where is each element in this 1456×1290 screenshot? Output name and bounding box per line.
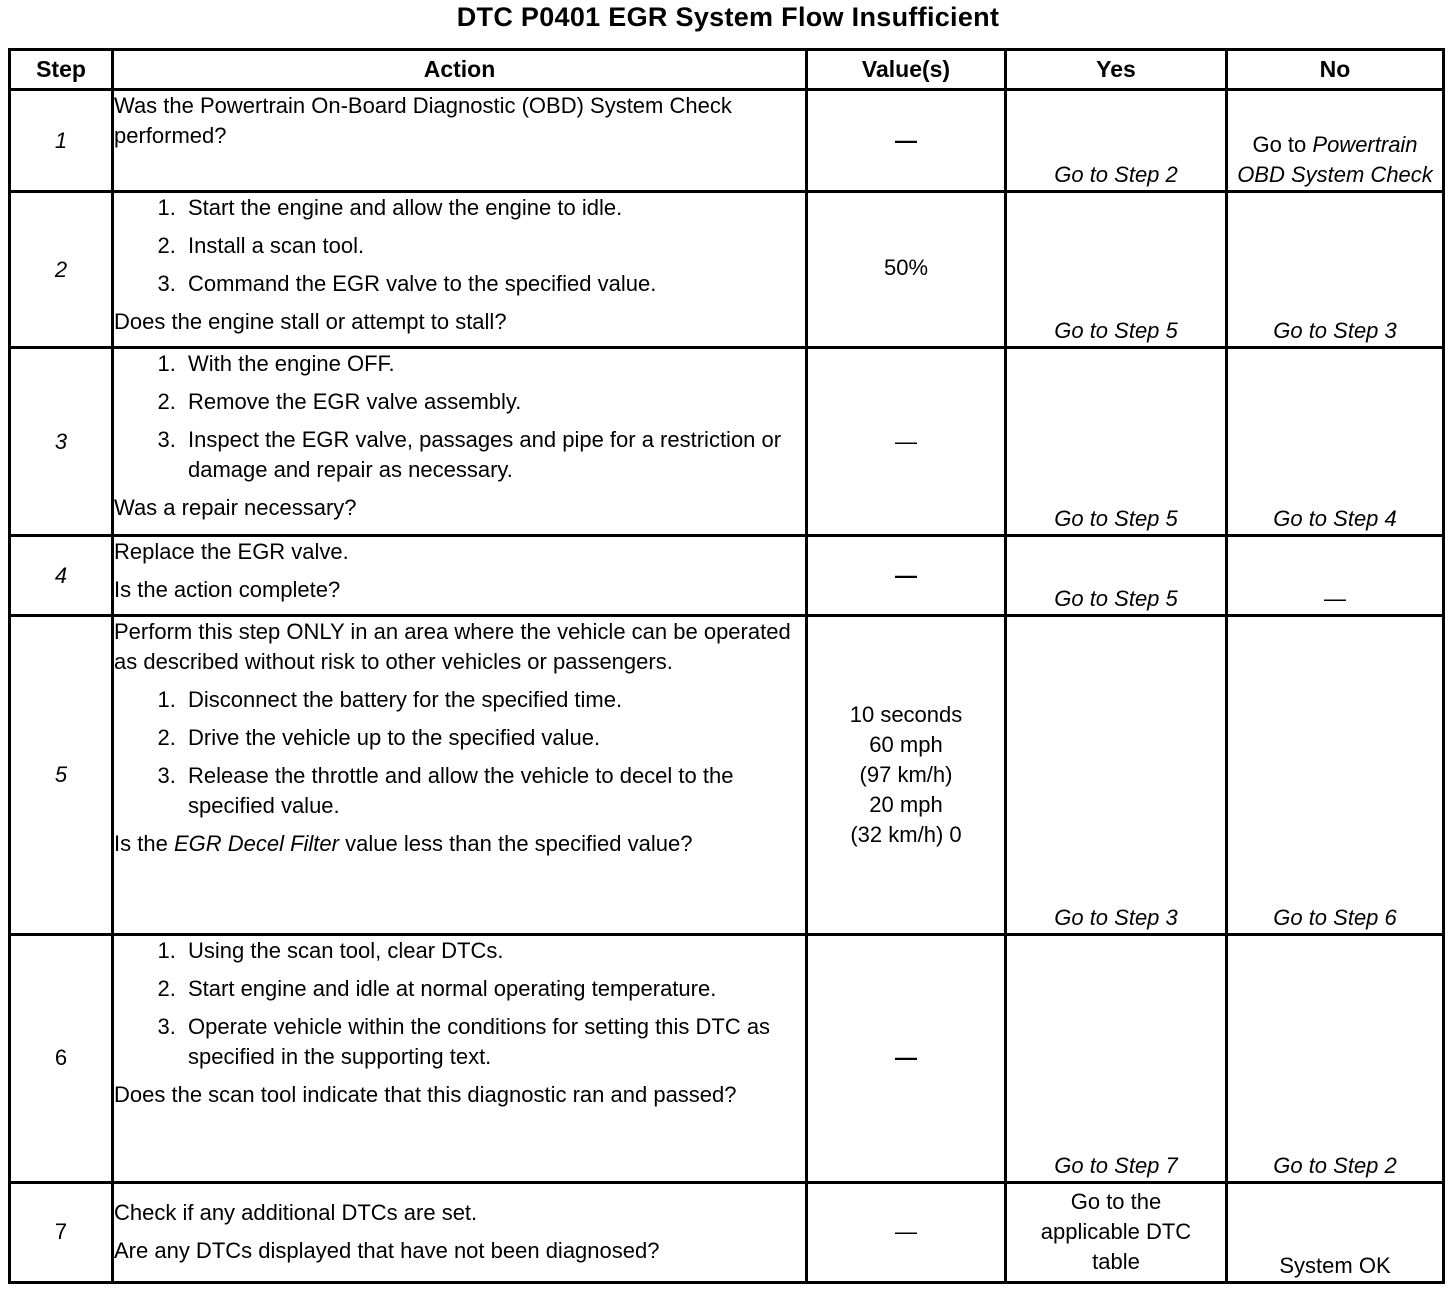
action-cell [113,934,807,1182]
action-question: Is the action complete? [114,577,341,603]
no-cell: — [1227,536,1444,616]
yes-cell: Go to Step 7 [1006,934,1227,1182]
yes-cell: Go to Step 2 [1006,90,1227,192]
action-text: Was the Powertrain On-Board Diagnostic (OBD) System Check performed? [114,93,732,149]
table-row-step-6 [10,934,1444,1182]
no-cell: Go to Step 2 [1227,934,1444,1182]
action-question: Are any DTCs displayed that have not been diagnosed? [114,1238,660,1264]
question-suffix: value less than the specified value? [345,831,693,857]
table-row-step-7 [10,1182,1444,1282]
step-number: 1 [10,90,113,192]
action-question [114,829,805,859]
action-item: 3. Operate vehicle within the conditions for setting this DTC as specified in the supporting text. [182,1012,805,1072]
yes-cell: Go to Step 5 [1006,348,1227,536]
action-item: 3. Release the throttle and allow the vehicle to decel to the specified value. [182,761,805,821]
step-number: 2 [10,192,113,348]
table-row-step-3 [10,348,1444,536]
no-cell [1227,90,1444,192]
action-list [114,349,805,485]
no-cell: Go to Step 6 [1227,616,1444,934]
value-cell: — [807,90,1006,192]
action-text: Check if any additional DTCs are set. [114,1200,478,1226]
question-param: EGR Decel Filter [173,831,339,857]
step-number: 3 [10,348,113,536]
action-question: Does the engine stall or attempt to stall? [114,309,507,335]
header-row [10,50,1444,90]
diagnostic-table [8,48,1445,1284]
value-line: (32 km/h) 0 [850,822,962,848]
value-cell: — [807,348,1006,536]
action-list [114,685,805,821]
action-item: 3. Inspect the EGR valve, passages and pipe for a restriction or damage and repair as necessary. [182,425,805,485]
step-number: 4 [10,536,113,616]
no-cell: Go to Step 3 [1227,192,1444,348]
action-cell [113,1182,807,1282]
action-list [114,936,805,1072]
page-title: DTC P0401 EGR System Flow Insufficient [456,2,1000,32]
yes-cell: Go to Step 5 [1006,192,1227,348]
header-step: Step [10,50,113,90]
action-item: 3. Command the EGR valve to the specified value. [182,269,805,299]
table-row-step-1 [10,90,1444,192]
table-row-step-2 [10,192,1444,348]
action-cell [113,348,807,536]
action-item: 2. Start engine and idle at normal operating temperature. [182,974,805,1004]
action-text: Replace the EGR valve. [114,539,349,565]
table-row-step-4 [10,536,1444,616]
value-cell: — [807,934,1006,1182]
value-line: 60 mph [869,732,943,758]
action-item: 2. Install a scan tool. [182,231,805,261]
value-cell: 50% [807,192,1006,348]
action-item: 2. Drive the vehicle up to the specified value. [182,723,805,753]
action-item: 1. Using the scan tool, clear DTCs. [182,936,805,966]
yes-cell: Go to the applicable DTC table [1006,1182,1227,1282]
step-number: 6 [10,934,113,1182]
value-cell: — [807,1182,1006,1282]
yes-cell: Go to Step 3 [1006,616,1227,934]
value-line: 20 mph [869,792,943,818]
no-cell: Go to Step 4 [1227,348,1444,536]
no-prefix: Go to [1252,132,1307,158]
no-link: Powertrain OBD System Check [1237,132,1433,188]
action-item: 1. Start the engine and allow the engine to idle. [182,193,805,223]
yes-cell: Go to Step 5 [1006,536,1227,616]
no-cell: System OK [1227,1182,1444,1282]
action-cell [113,90,807,192]
action-item: 1. With the engine OFF. [182,349,805,379]
action-question: Does the scan tool indicate that this diagnostic ran and passed? [114,1081,737,1107]
action-list [114,193,805,299]
value-line: (97 km/h) [859,762,953,788]
value-line: 10 seconds [849,702,963,728]
action-question: Was a repair necessary? [114,495,357,521]
action-cell [113,536,807,616]
table-row-step-5 [10,616,1444,934]
header-action: Action [113,50,807,90]
step-number: 5 [10,616,113,934]
header-yes: Yes [1006,50,1227,90]
action-item: 1. Disconnect the battery for the specified time. [182,685,805,715]
action-item: 2. Remove the EGR valve assembly. [182,387,805,417]
action-cell [113,192,807,348]
step-number: 7 [10,1182,113,1282]
action-text: Perform this step ONLY in an area where the vehicle can be operated as described without risk to other vehicles or passengers. [114,619,791,675]
action-cell [113,616,807,934]
header-values: Value(s) [807,50,1006,90]
value-cell [807,616,1006,934]
header-no: No [1227,50,1444,90]
value-cell: — [807,536,1006,616]
question-prefix: Is the [114,831,168,857]
